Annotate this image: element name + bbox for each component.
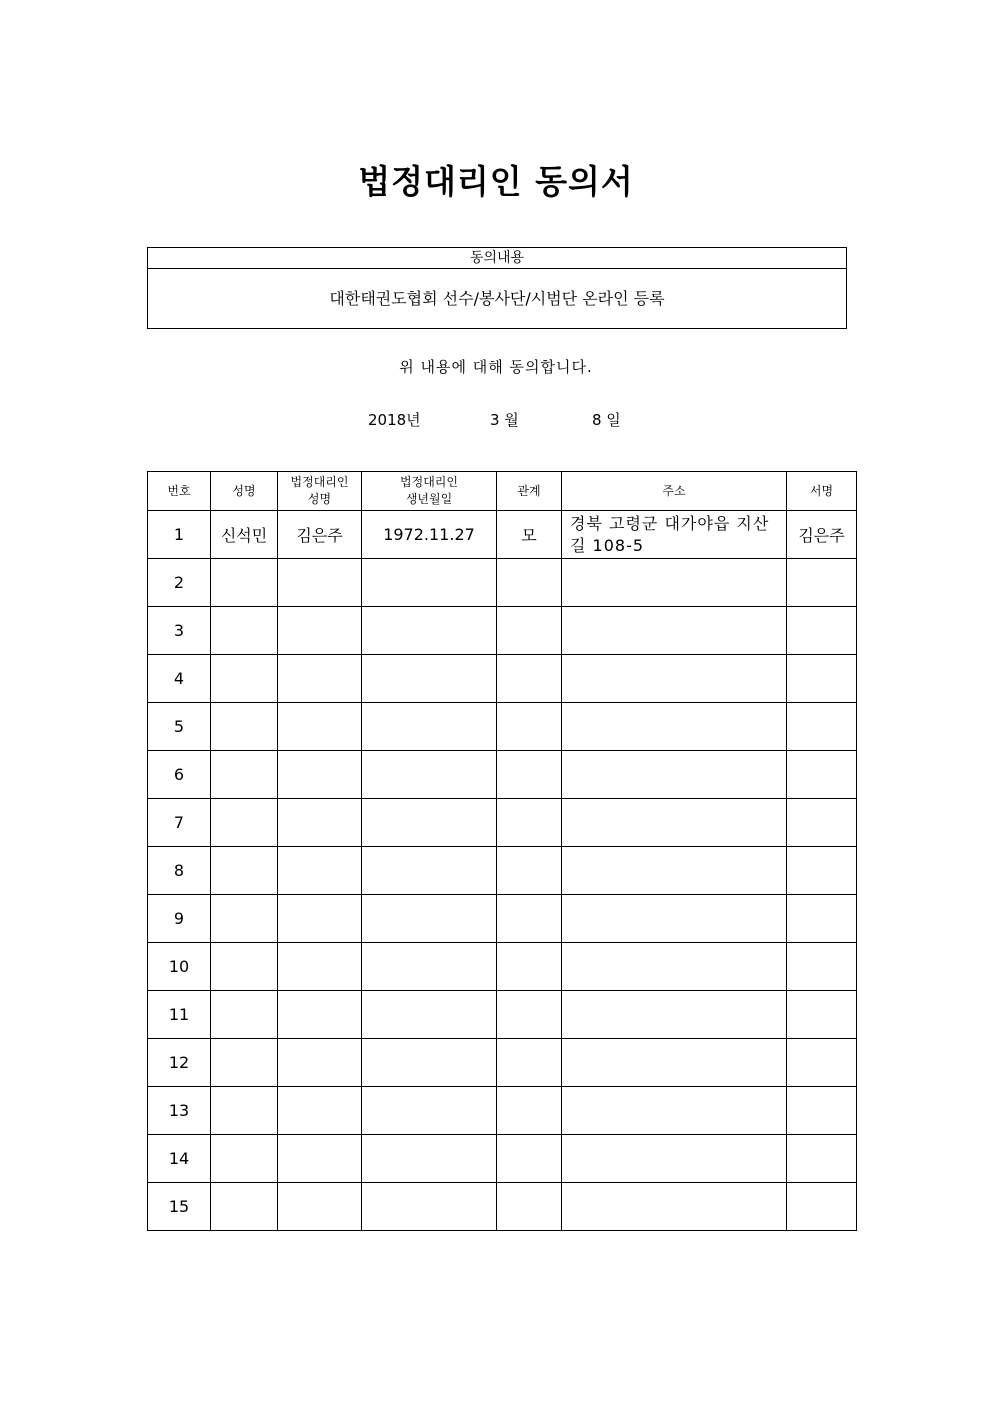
cell-relation	[497, 1087, 562, 1135]
table-row	[148, 511, 857, 559]
cell-address	[562, 799, 787, 847]
cell-signature	[787, 559, 857, 607]
table-row	[148, 655, 857, 703]
consent-box	[147, 247, 847, 329]
cell-guardian-name	[278, 751, 362, 799]
cell-name	[211, 751, 278, 799]
cell-guardian-birth	[362, 655, 497, 703]
cell-relation	[497, 1183, 562, 1231]
cell-guardian-birth: 1972.11.27	[362, 511, 497, 559]
cell-no: 2	[148, 559, 211, 607]
cell-guardian-name	[278, 1135, 362, 1183]
consent-content: 대한태권도협회 선수/봉사단/시범단 온라인 등록	[329, 289, 665, 308]
header-signature: 서명	[787, 472, 857, 511]
header-name: 성명	[211, 472, 278, 511]
table-header-row	[148, 472, 857, 511]
table-row	[148, 1135, 857, 1183]
cell-address	[562, 943, 787, 991]
table-row	[148, 559, 857, 607]
cell-no: 10	[148, 943, 211, 991]
cell-relation	[497, 607, 562, 655]
table-row	[148, 1087, 857, 1135]
cell-signature	[787, 847, 857, 895]
cell-signature	[787, 799, 857, 847]
cell-name	[211, 655, 278, 703]
cell-name	[211, 895, 278, 943]
cell-guardian-birth	[362, 1039, 497, 1087]
cell-guardian-birth	[362, 847, 497, 895]
cell-guardian-birth	[362, 1087, 497, 1135]
cell-no: 8	[148, 847, 211, 895]
table-row	[148, 1183, 857, 1231]
table-row	[148, 703, 857, 751]
cell-signature	[787, 895, 857, 943]
document-title: 법정대리인 동의서	[358, 162, 634, 201]
cell-no: 7	[148, 799, 211, 847]
cell-signature	[787, 607, 857, 655]
cell-signature	[787, 703, 857, 751]
cell-name	[211, 1039, 278, 1087]
table-row	[148, 1039, 857, 1087]
cell-relation	[497, 991, 562, 1039]
cell-signature	[787, 1135, 857, 1183]
cell-guardian-name	[278, 607, 362, 655]
cell-relation	[497, 895, 562, 943]
cell-guardian-birth	[362, 943, 497, 991]
cell-relation: 모	[497, 511, 562, 559]
table-row	[148, 751, 857, 799]
cell-relation	[497, 943, 562, 991]
cell-guardian-name	[278, 703, 362, 751]
cell-signature	[787, 751, 857, 799]
cell-signature	[787, 1183, 857, 1231]
cell-guardian-name	[278, 895, 362, 943]
header-address: 주소	[562, 472, 787, 511]
cell-no: 3	[148, 607, 211, 655]
date-day: 8 일	[592, 411, 621, 429]
cell-relation	[497, 799, 562, 847]
table-row	[148, 607, 857, 655]
cell-address	[562, 751, 787, 799]
cell-name	[211, 1087, 278, 1135]
cell-relation	[497, 751, 562, 799]
cell-guardian-name	[278, 799, 362, 847]
header-guardian-name: 법정대리인 성명	[278, 472, 362, 511]
cell-guardian-birth	[362, 559, 497, 607]
cell-address	[562, 1183, 787, 1231]
cell-guardian-birth	[362, 703, 497, 751]
cell-address	[562, 1039, 787, 1087]
cell-no: 5	[148, 703, 211, 751]
consent-header: 동의내용	[148, 248, 846, 269]
cell-name	[211, 991, 278, 1039]
table-row	[148, 895, 857, 943]
cell-relation	[497, 559, 562, 607]
cell-relation	[497, 1135, 562, 1183]
cell-signature	[787, 1087, 857, 1135]
cell-guardian-name	[278, 847, 362, 895]
cell-no: 13	[148, 1087, 211, 1135]
cell-name	[211, 847, 278, 895]
cell-no: 9	[148, 895, 211, 943]
cell-no: 15	[148, 1183, 211, 1231]
cell-address	[562, 895, 787, 943]
cell-address	[562, 1087, 787, 1135]
table-row	[148, 943, 857, 991]
cell-name	[211, 799, 278, 847]
cell-no: 6	[148, 751, 211, 799]
cell-no: 12	[148, 1039, 211, 1087]
cell-address	[562, 703, 787, 751]
cell-signature	[787, 943, 857, 991]
cell-guardian-name	[278, 655, 362, 703]
cell-address	[562, 847, 787, 895]
cell-guardian-birth	[362, 1135, 497, 1183]
cell-guardian-birth	[362, 751, 497, 799]
cell-guardian-birth	[362, 799, 497, 847]
cell-no: 11	[148, 991, 211, 1039]
cell-name	[211, 607, 278, 655]
cell-signature	[787, 655, 857, 703]
cell-no: 1	[148, 511, 211, 559]
cell-guardian-birth	[362, 1183, 497, 1231]
cell-name	[211, 703, 278, 751]
table-row	[148, 799, 857, 847]
cell-name	[211, 559, 278, 607]
cell-address	[562, 991, 787, 1039]
cell-relation	[497, 847, 562, 895]
table-row	[148, 991, 857, 1039]
cell-name: 신석민	[211, 511, 278, 559]
cell-guardian-name	[278, 559, 362, 607]
cell-name	[211, 1135, 278, 1183]
cell-guardian-birth	[362, 607, 497, 655]
cell-address: 경북 고령군 대가야읍 지산길 108-5	[562, 511, 787, 559]
cell-guardian-name	[278, 943, 362, 991]
cell-relation	[497, 655, 562, 703]
cell-guardian-name	[278, 1183, 362, 1231]
cell-guardian-name	[278, 1039, 362, 1087]
cell-name	[211, 943, 278, 991]
cell-no: 14	[148, 1135, 211, 1183]
cell-address	[562, 559, 787, 607]
agreement-statement: 위 내용에 대해 동의합니다.	[399, 358, 593, 376]
cell-name	[211, 1183, 278, 1231]
cell-address	[562, 607, 787, 655]
date-month: 3 월	[490, 411, 519, 429]
cell-signature	[787, 991, 857, 1039]
cell-no: 4	[148, 655, 211, 703]
cell-relation	[497, 1039, 562, 1087]
guardian-table	[147, 471, 857, 1231]
cell-address	[562, 1135, 787, 1183]
cell-address	[562, 655, 787, 703]
cell-guardian-name: 김은주	[278, 511, 362, 559]
cell-guardian-name	[278, 1087, 362, 1135]
cell-guardian-name	[278, 991, 362, 1039]
cell-signature: 김은주	[787, 511, 857, 559]
cell-guardian-birth	[362, 991, 497, 1039]
cell-relation	[497, 703, 562, 751]
cell-signature	[787, 1039, 857, 1087]
table-row	[148, 847, 857, 895]
header-relation: 관계	[497, 472, 562, 511]
header-no: 번호	[148, 472, 211, 511]
header-guardian-birth: 법정대리인 생년월일	[362, 472, 497, 511]
date-year: 2018년	[368, 411, 421, 429]
cell-guardian-birth	[362, 895, 497, 943]
